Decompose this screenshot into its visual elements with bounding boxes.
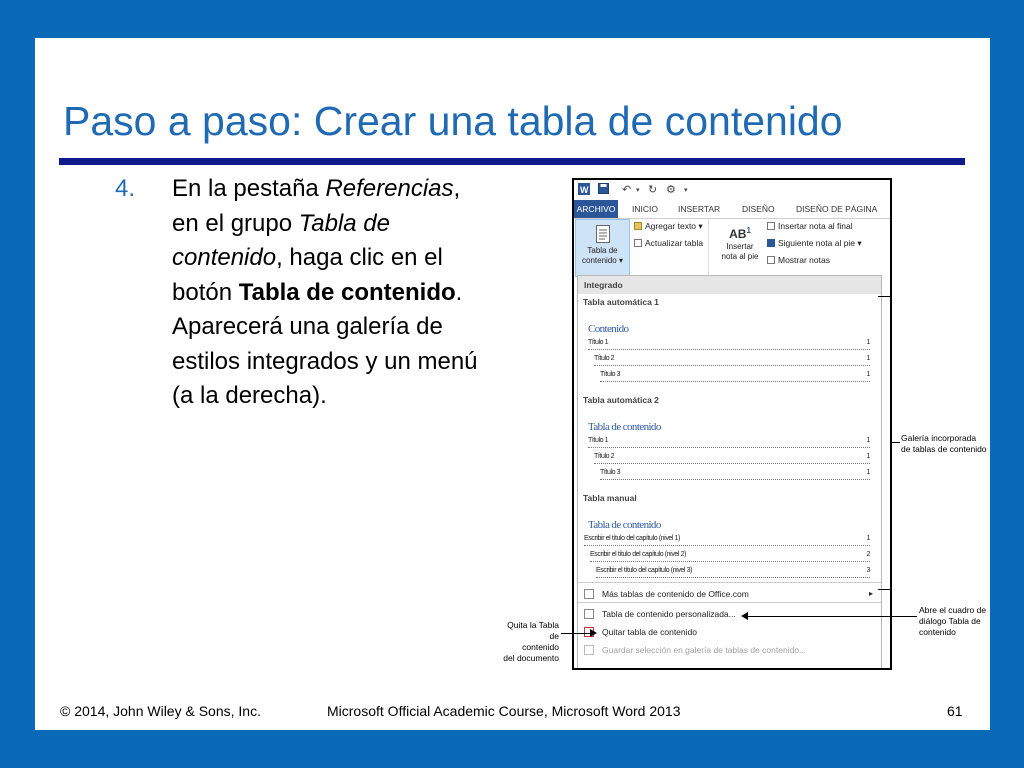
slide xyxy=(35,38,990,730)
remove-arrowhead xyxy=(590,629,597,637)
toc-preview-heading: Tabla de contenido xyxy=(588,421,661,433)
step-text xyxy=(172,172,482,414)
show-notes-icon xyxy=(767,256,775,264)
toc-preview-line: Título 1 1 xyxy=(588,339,870,350)
update-table-button[interactable]: Actualizar tabla xyxy=(634,238,703,248)
toc-preview-heading: Tabla de contenido xyxy=(588,519,661,531)
toc-preview-line: Título 2 1 xyxy=(594,453,870,464)
toc-preview-line: Título 3 1 xyxy=(600,469,870,480)
gallery-section-title: Tabla automática 2 xyxy=(583,395,659,405)
toc-button[interactable] xyxy=(575,219,630,277)
gallery-callout-line xyxy=(890,442,900,443)
tab-inicio[interactable]: INICIO xyxy=(632,204,658,214)
toc-preview-line: Título 2 1 xyxy=(594,355,870,366)
insert-footnote-button[interactable] xyxy=(714,223,766,262)
toc-preview-line: Escribir el título del capítulo (nivel 3) 3 xyxy=(596,567,870,578)
gallery-item-auto2[interactable] xyxy=(578,407,881,475)
word-screenshot xyxy=(572,178,892,670)
qat-dropdown-icon[interactable]: ▾ xyxy=(684,187,688,194)
step-text-bold: Tabla de contenido xyxy=(238,278,456,306)
step-text-part: . Aparecerá una galería de estilos integrados y un menú (a la derecha). xyxy=(172,278,478,409)
footer-course: Microsoft Official Academic Course, Microsoft Word 2013 xyxy=(327,703,681,719)
ribbon-separator xyxy=(708,219,709,275)
title-rule xyxy=(59,158,965,165)
footer-page-number: 61 xyxy=(947,703,963,719)
save-selection-icon xyxy=(584,645,594,655)
step-text-part: , haga clic en el botón xyxy=(172,244,443,306)
step-text-part: , en el grupo xyxy=(172,175,461,237)
gallery-section-title: Tabla automática 1 xyxy=(583,297,659,307)
menu-separator xyxy=(578,602,881,603)
step-number: 4. xyxy=(115,175,136,202)
redo-icon[interactable]: ↻ xyxy=(648,184,658,196)
tab-diseno-pagina[interactable]: DISEÑO DE PÁGINA xyxy=(796,204,878,214)
slide-title: Paso a paso: Crear una tabla de contenido xyxy=(63,98,843,144)
undo-icon[interactable]: ↶ xyxy=(622,184,632,196)
dialog-callout: Abre el cuadro de diálogo Tabla de contenido xyxy=(919,605,987,637)
toc-preview-line: Título 1 1 xyxy=(588,437,870,448)
endnote-icon xyxy=(767,222,775,230)
gallery-item-manual[interactable] xyxy=(578,505,881,573)
insert-footnote-label-1: Insertar xyxy=(726,242,754,251)
gallery-callout: Galería incorporada de tablas de contenido xyxy=(901,433,987,454)
svg-text:W: W xyxy=(580,185,589,195)
toc-preview-line: Escribir el título del capítulo (nivel 2) 2 xyxy=(590,551,870,562)
submenu-arrow-icon: ▸ xyxy=(868,589,873,598)
show-notes-button[interactable]: Mostrar notas xyxy=(767,255,830,265)
custom-toc-menu-item[interactable]: Tabla de contenido personalizada... xyxy=(584,609,736,619)
insert-footnote-label-2: nota al pie xyxy=(721,252,759,261)
save-icon[interactable] xyxy=(598,183,609,197)
tab-insertar[interactable]: INSERTAR xyxy=(678,204,721,214)
tab-diseno[interactable]: DISEÑO xyxy=(742,204,775,214)
gallery-header: Integrado xyxy=(578,276,881,294)
toc-preview-line: Escribir el título del capítulo (nivel 1) 1 xyxy=(584,535,870,546)
dialog-callout-line xyxy=(747,616,917,617)
customize-icon[interactable]: ⚙ xyxy=(666,184,676,196)
toc-button-label-2: contenido ▾ xyxy=(582,256,623,265)
toc-preview-line: Título 3 1 xyxy=(600,371,870,382)
add-text-icon xyxy=(634,222,642,230)
remove-toc-menu-item[interactable]: Quitar tabla de contenido xyxy=(584,627,697,637)
toc-dropdown xyxy=(577,275,882,670)
gallery-section-title: Tabla manual xyxy=(583,493,637,503)
toc-page-icon xyxy=(596,225,610,243)
save-selection-menu-item: Guardar selección en galería de tablas de contenido... xyxy=(584,645,806,655)
footnote-ab-icon: $AB^1$ xyxy=(729,226,751,241)
remove-callout-line xyxy=(561,633,591,634)
step-text-italic: Referencias xyxy=(325,175,454,202)
insert-endnote-button[interactable]: Insertar nota al final xyxy=(767,221,853,231)
toc-button-label-1: Tabla de xyxy=(587,246,618,255)
footer-copyright: © 2014, John Wiley & Sons, Inc. xyxy=(60,703,261,719)
office-com-icon xyxy=(584,589,594,599)
dialog-arrowhead xyxy=(741,612,748,620)
menu-separator xyxy=(578,582,881,583)
ribbon xyxy=(574,219,890,277)
tab-archivo[interactable]: ARCHIVO xyxy=(574,200,618,218)
remove-callout: Quita la Tabla de contenido del documento xyxy=(503,620,559,663)
custom-toc-icon xyxy=(584,609,594,619)
quick-access-toolbar xyxy=(574,180,890,200)
next-footnote-button[interactable]: Siguiente nota al pie ▾ xyxy=(767,238,862,249)
add-text-button[interactable]: Agregar texto ▾ xyxy=(634,221,703,232)
ribbon-tabs xyxy=(574,200,890,219)
update-table-icon xyxy=(634,239,642,247)
step-text-italic: Tabla de contenido xyxy=(172,209,390,271)
gallery-item-auto1[interactable] xyxy=(578,309,881,377)
undo-dropdown-icon[interactable]: ▾ xyxy=(636,187,640,194)
word-logo-icon[interactable] xyxy=(578,183,590,198)
gallery-bracket xyxy=(878,296,891,590)
toc-preview-heading: Contenido xyxy=(588,323,629,335)
more-tables-menu-item[interactable]: Más tablas de contenido de Office.com xyxy=(584,589,749,599)
step-text-part: En la pestaña xyxy=(172,175,326,202)
next-footnote-icon xyxy=(767,239,775,247)
